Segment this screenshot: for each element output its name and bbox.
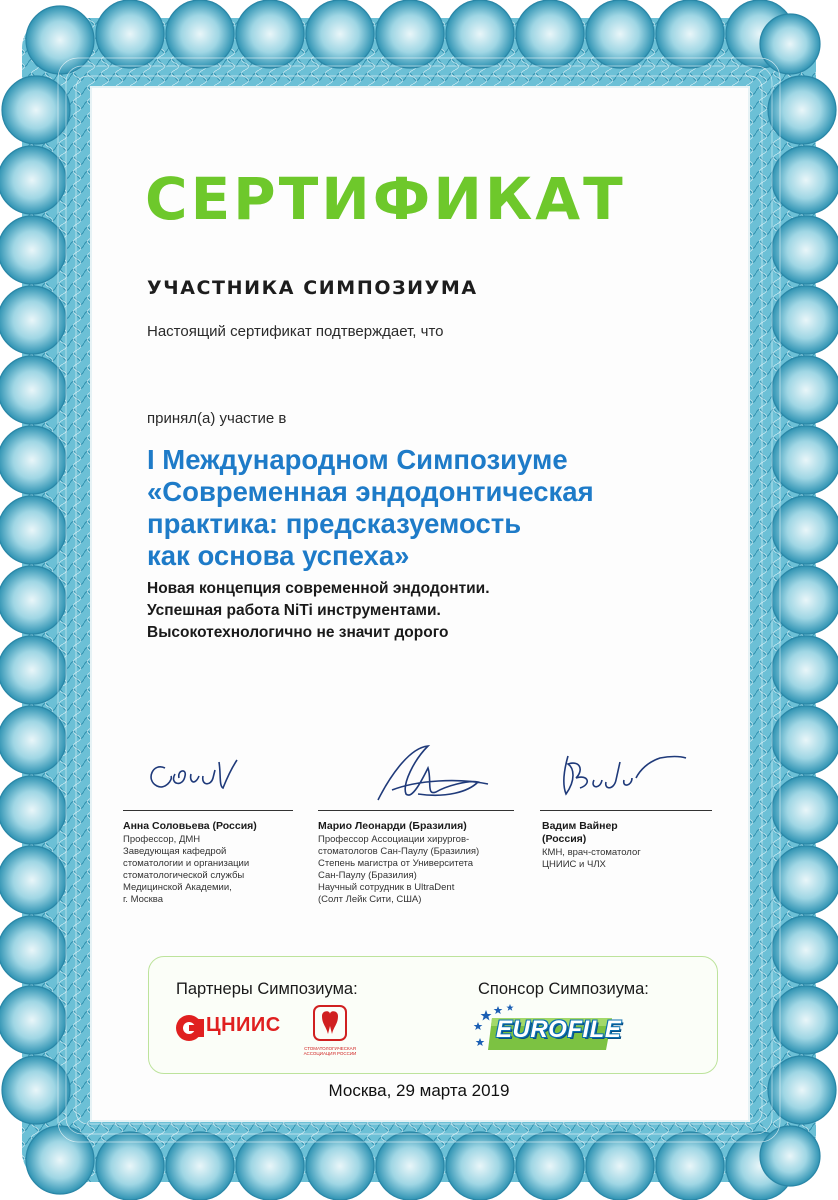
description-line: стоматологов Сан-Паулу (Бразилия): [318, 846, 480, 857]
signature-line: [318, 810, 514, 811]
signature-line: [123, 810, 293, 811]
description-line: Научный сотрудник в UltraDent: [318, 882, 455, 893]
event-name: [147, 444, 727, 572]
description-line: Заведующая кафедрой: [123, 846, 227, 857]
sponsor-label: Спонсор Симпозиума:: [478, 980, 649, 998]
signatory-country: (Россия): [542, 833, 587, 845]
association-emblem-icon: [302, 1004, 358, 1046]
description-line: Медицинской Академии,: [123, 882, 232, 893]
cniis-logo-text: ЦНИИС: [206, 1014, 281, 1036]
association-logo-text: СТОМАТОЛОГИЧЕСКАЯ АССОЦИАЦИЯ РОССИИ: [303, 1046, 357, 1056]
partners-label: Партнеры Симпозиума:: [176, 980, 358, 998]
confirmation-text: Настоящий сертификат подтверждает, что: [147, 323, 444, 340]
signature-image: [123, 740, 303, 810]
signatory-description: [542, 847, 641, 871]
description-line: стоматологической службы: [123, 870, 245, 881]
certificate-subtitle: УЧАСТНИКА СИМПОЗИУМА: [147, 277, 478, 299]
description-line: г. Москва: [123, 894, 164, 905]
cniis-logo: [174, 1010, 294, 1048]
topic-line: Высокотехнологично не значит дорого: [147, 624, 449, 641]
signatory-description: [123, 834, 249, 906]
signature-image: [318, 740, 518, 810]
signature-line: [540, 810, 712, 811]
signatory-name: Анна Соловьева (Россия): [123, 820, 257, 832]
eurofile-logo-text: EUROFILE: [496, 1016, 622, 1043]
event-name-line: «Современная эндодонтическая: [147, 476, 594, 507]
description-line: КМН, врач-стоматолог: [542, 847, 641, 858]
topic-line: Успешная работа NiTi инструментами.: [147, 602, 441, 619]
signatory-name: Марио Леонарди (Бразилия): [318, 820, 467, 832]
signature-image: [540, 740, 720, 810]
certificate-title: СЕРТИФИКАТ: [145, 165, 626, 233]
event-name-line: как основа успеха»: [147, 540, 410, 571]
topic-line: Новая концепция современной эндодонтии.: [147, 580, 490, 597]
event-name-line: практика: предсказуемость: [147, 508, 522, 539]
description-line: Сан-Паулу (Бразилия): [318, 870, 417, 881]
description-line: Профессор Ассоциации хирургов-: [318, 834, 470, 845]
description-line: стоматологии и организации: [123, 858, 250, 869]
description-line: Степень магистра от Университета: [318, 858, 474, 869]
signatory-description: [318, 834, 479, 906]
dental-association-logo: [302, 1004, 358, 1066]
description-line: ЦНИИС и ЧЛХ: [542, 859, 606, 870]
eurofile-logo: [472, 1004, 622, 1056]
event-topics: [147, 578, 490, 644]
cniis-emblem-icon: [174, 1012, 208, 1046]
event-name-line: I Международном Симпозиуме: [147, 444, 568, 475]
signatory-name: Вадим Вайнер: [542, 820, 618, 832]
description-line: Профессор, ДМН: [123, 834, 201, 845]
place-and-date: Москва, 29 марта 2019: [328, 1081, 510, 1100]
description-line: (Солт Лейк Сити, США): [318, 894, 422, 905]
participation-text: принял(а) участие в: [147, 410, 287, 427]
